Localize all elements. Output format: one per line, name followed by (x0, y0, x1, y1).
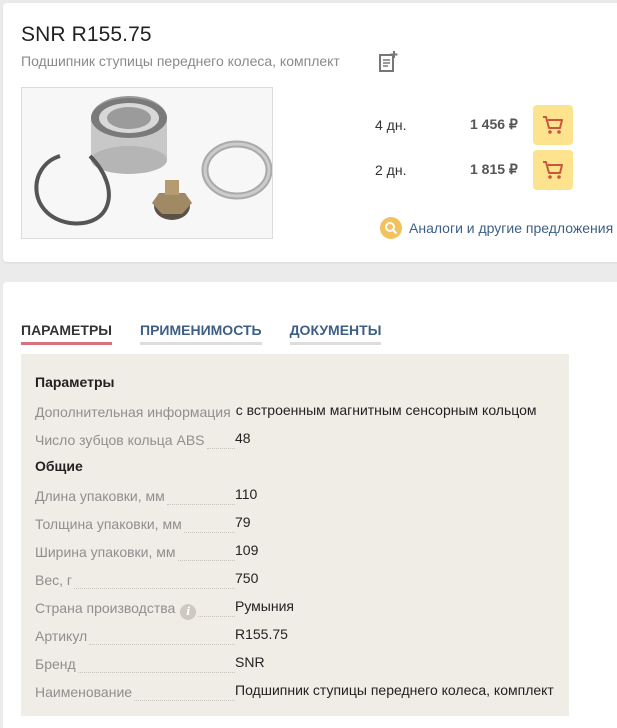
spec-value: SNR (235, 654, 265, 670)
spec-value: Румыния (235, 598, 295, 614)
details-card (3, 282, 617, 728)
product-subtitle: Подшипник ступицы переднего колеса, комплект (21, 53, 340, 69)
spec-label: Дополнительная информация (35, 401, 233, 429)
spec-label: Ширина упаковки, мм (35, 541, 178, 569)
spec-value: 48 (235, 430, 251, 446)
spec-row (35, 429, 555, 457)
product-card (3, 3, 617, 262)
tab-bar (21, 322, 409, 345)
add-to-cart-button[interactable] (533, 105, 573, 145)
spec-row (35, 569, 555, 597)
spec-value: 79 (235, 514, 251, 530)
delivery-days: 2 дн. (375, 162, 407, 178)
note-add-icon[interactable] (378, 51, 398, 73)
cart-icon (542, 115, 564, 135)
spec-panel (21, 354, 569, 716)
spec-row (35, 681, 555, 709)
spec-label: Бренд (35, 653, 78, 681)
spec-label: Наименование (35, 681, 134, 709)
spec-row (35, 485, 555, 513)
delivery-days: 4 дн. (375, 117, 407, 133)
spec-value: с встроенным магнитным сенсорным кольцом (235, 402, 537, 418)
spec-row (35, 401, 555, 429)
add-to-cart-button[interactable] (533, 150, 573, 190)
spec-label: Толщина упаковки, мм (35, 513, 184, 541)
spec-label: Длина упаковки, мм (35, 485, 167, 513)
section-title: Параметры (35, 374, 115, 390)
spec-value: 750 (235, 570, 259, 586)
spec-label: Артикул (35, 625, 89, 653)
offer-row (375, 150, 575, 190)
analogs-link-label: Аналоги и другие предложения (409, 220, 614, 236)
offer-price: 1 456 ₽ (470, 116, 518, 132)
tab-documents[interactable]: ДОКУМЕНТЫ (290, 322, 382, 345)
section-title: Общие (35, 458, 83, 474)
spec-value: Подшипник ступицы переднего колеса, комплект (235, 682, 554, 698)
product-image[interactable] (21, 87, 273, 239)
spec-row (35, 597, 555, 625)
spec-value: 110 (235, 486, 258, 502)
cart-icon (542, 160, 564, 180)
offer-row (375, 105, 575, 145)
bearing-image (91, 96, 167, 174)
search-icon (380, 217, 402, 239)
spec-label: Число зубцов кольца ABS (35, 429, 207, 457)
tab-parameters[interactable]: ПАРАМЕТРЫ (21, 322, 112, 345)
spec-value: 109 (235, 542, 259, 558)
spec-row (35, 541, 555, 569)
info-icon[interactable]: i (180, 604, 196, 620)
spec-label: Страна производства (35, 600, 176, 616)
spec-value: R155.75 (235, 626, 288, 642)
tab-applicability[interactable]: ПРИМЕНИМОСТЬ (140, 322, 262, 345)
spec-row (35, 625, 555, 653)
offer-price: 1 815 ₽ (470, 161, 518, 177)
spec-row (35, 513, 555, 541)
spec-label: Вес, г (35, 569, 74, 597)
analogs-link[interactable] (380, 217, 613, 239)
spec-row (35, 653, 555, 681)
product-title: SNR R155.75 (21, 23, 152, 46)
